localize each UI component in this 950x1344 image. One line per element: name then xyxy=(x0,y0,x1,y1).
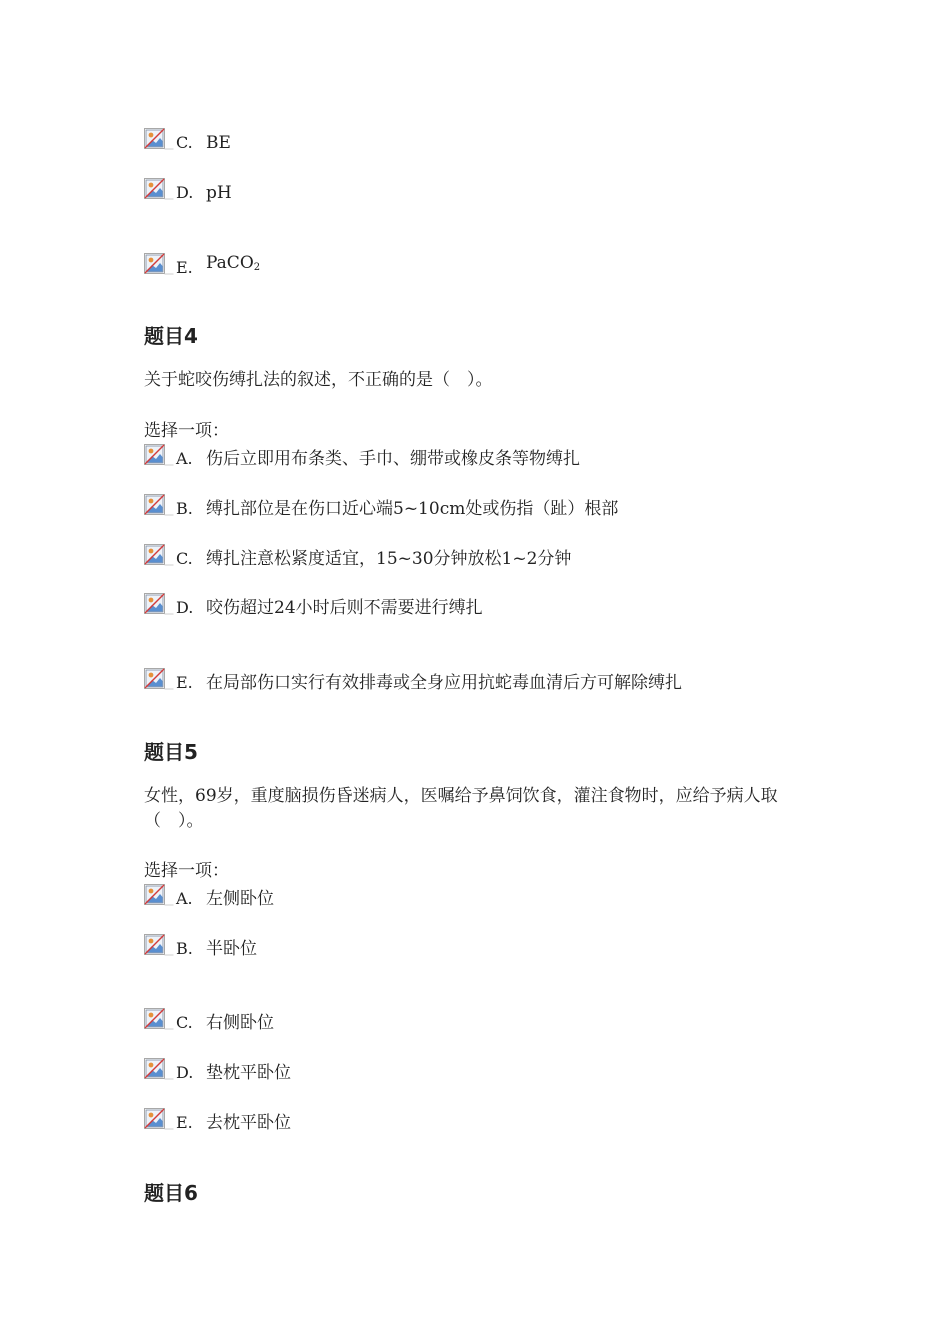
option-q5-e[interactable] xyxy=(144,1104,291,1132)
question-heading: 题目5 xyxy=(144,740,198,764)
option-q5-d[interactable] xyxy=(144,1054,291,1082)
broken-image-icon[interactable] xyxy=(144,494,174,518)
option-text xyxy=(206,254,260,277)
option-text: 去枕平卧位 xyxy=(206,1113,291,1133)
broken-image-icon[interactable] xyxy=(144,128,174,152)
option-q4-b[interactable] xyxy=(144,490,618,518)
broken-image-icon[interactable] xyxy=(144,1108,174,1132)
option-letter: A. xyxy=(176,889,193,908)
option-letter: C. xyxy=(176,1013,193,1032)
option-letter: D. xyxy=(176,598,194,617)
broken-image-icon[interactable] xyxy=(144,934,174,958)
option-text: 右侧卧位 xyxy=(206,1013,274,1033)
option-text: 左侧卧位 xyxy=(206,889,274,909)
option-letter: D. xyxy=(176,1063,194,1082)
broken-image-icon[interactable] xyxy=(144,544,174,568)
option-text: 咬伤超过24小时后则不需要进行缚扎 xyxy=(206,598,483,618)
option-q4-c[interactable] xyxy=(144,540,571,568)
broken-image-icon[interactable] xyxy=(144,593,174,617)
option-letter: B. xyxy=(176,499,193,518)
option-text: 缚扎注意松紧度适宜，15~30分钟放松1~2分钟 xyxy=(206,549,572,569)
choose-one-prompt: 选择一项： xyxy=(144,861,229,881)
option-letter: E. xyxy=(176,1113,193,1132)
option-q3-e[interactable] xyxy=(144,249,260,277)
option-q3-d[interactable] xyxy=(144,174,232,202)
option-letter: E. xyxy=(176,258,193,277)
question-stem: 女性，69岁，重度脑损伤昏迷病人，医嘱给予鼻饲饮食，灌注食物时，应给予病人取（ ）。 xyxy=(144,786,778,831)
option-letter: D. xyxy=(176,183,194,202)
option-text: pH xyxy=(206,183,232,203)
option-q3-c[interactable] xyxy=(144,124,231,152)
choose-one-prompt: 选择一项： xyxy=(144,421,229,441)
option-q5-a[interactable] xyxy=(144,880,274,908)
option-text: 缚扎部位是在伤口近心端5~10cm处或伤指（趾）根部 xyxy=(206,499,619,519)
option-text-subscript: 2 xyxy=(253,262,261,273)
option-q4-d[interactable] xyxy=(144,589,483,617)
option-q5-c[interactable] xyxy=(144,1004,274,1032)
option-text: BE xyxy=(206,133,231,153)
question-stem: 关于蛇咬伤缚扎法的叙述，不正确的是（ ）。 xyxy=(144,370,493,390)
broken-image-icon[interactable] xyxy=(144,178,174,202)
broken-image-icon[interactable] xyxy=(144,253,174,277)
option-text-main: PaCO xyxy=(206,253,254,273)
option-q4-e[interactable] xyxy=(144,664,682,692)
option-text: 半卧位 xyxy=(206,939,257,959)
option-letter: E. xyxy=(176,673,193,692)
question-heading: 题目4 xyxy=(144,324,198,348)
option-text: 在局部伤口实行有效排毒或全身应用抗蛇毒血清后方可解除缚扎 xyxy=(206,673,682,693)
option-letter: A. xyxy=(176,449,193,468)
broken-image-icon[interactable] xyxy=(144,1058,174,1082)
question-heading: 题目6 xyxy=(144,1181,198,1205)
option-q5-b[interactable] xyxy=(144,930,257,958)
broken-image-icon[interactable] xyxy=(144,884,174,908)
option-text: 垫枕平卧位 xyxy=(206,1063,291,1083)
broken-image-icon[interactable] xyxy=(144,668,174,692)
option-text: 伤后立即用布条类、手巾、绷带或橡皮条等物缚扎 xyxy=(206,449,580,469)
broken-image-icon[interactable] xyxy=(144,1008,174,1032)
option-letter: C. xyxy=(176,133,193,152)
broken-image-icon[interactable] xyxy=(144,444,174,468)
option-letter: C. xyxy=(176,549,193,568)
option-q4-a[interactable] xyxy=(144,440,580,468)
option-letter: B. xyxy=(176,939,193,958)
